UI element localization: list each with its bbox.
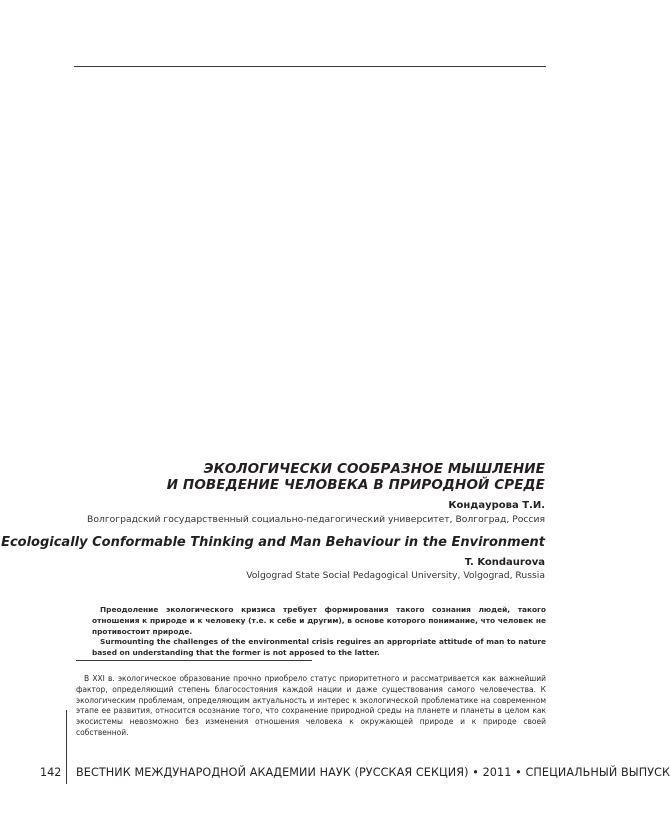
title-en: Ecologically Conformable Thinking and Man Behaviour in the Environment bbox=[1, 535, 545, 550]
affiliation-en: Volgograd State Social Pedagogical University, Volgograd, Russia bbox=[246, 570, 545, 581]
title-ru-line1: ЭКОЛОГИЧЕСКИ СООБРАЗНОЕ МЫШЛЕНИЕ bbox=[203, 461, 545, 477]
abstract-separator bbox=[76, 660, 312, 661]
affiliation-ru: Волгоградский государственный социально-педагогический университет, Волгоград, Россия bbox=[87, 514, 545, 525]
abstract-ru: Преодоление экологического кризиса требует формирования такого сознания людей, такого отношения к природе и к человеку (т.е. к себе и другим), в основе которого понимание, что человек не противостоит природе. bbox=[92, 605, 546, 636]
author-ru: Кондаурова Т.И. bbox=[448, 500, 545, 511]
top-rule bbox=[74, 66, 546, 67]
author-en: T. Kondaurova bbox=[464, 557, 545, 568]
journal-footer: ВЕСТНИК МЕЖДУНАРОДНОЙ АКАДЕМИИ НАУК (РУССКАЯ СЕКЦИЯ) • 2011 • СПЕЦИАЛЬНЫЙ ВЫПУСК bbox=[76, 766, 670, 779]
page-number: 142 bbox=[40, 766, 62, 779]
abstract bbox=[92, 605, 546, 659]
body-text bbox=[76, 674, 546, 739]
body-paragraph: В XXI в. экологическое образование прочно приобрело статус приоритетного и рассматривается как важнейший фактор, определяющий степень благосостояния каждой нации и даже существования самого человечества. К экологическим проблемам, определяющим актуальность и интерес к экологической проблематике на современном этапе ее развития, относится осознание того, что сохранение природной среды на планете и планеты в целом как экосистемы невозможно без изменения отношения человека к окружающей природе и к природе своей собственной. bbox=[76, 674, 546, 737]
abstract-en: Surmounting the challenges of the environmental crisis reguires an appropriate attitude of man to nature based on understanding that the former is not apposed to the latter. bbox=[92, 637, 546, 658]
title-ru-line2: И ПОВЕДЕНИЕ ЧЕЛОВЕКА В ПРИРОДНОЙ СРЕДЕ bbox=[166, 477, 545, 493]
margin-rule bbox=[66, 710, 67, 784]
